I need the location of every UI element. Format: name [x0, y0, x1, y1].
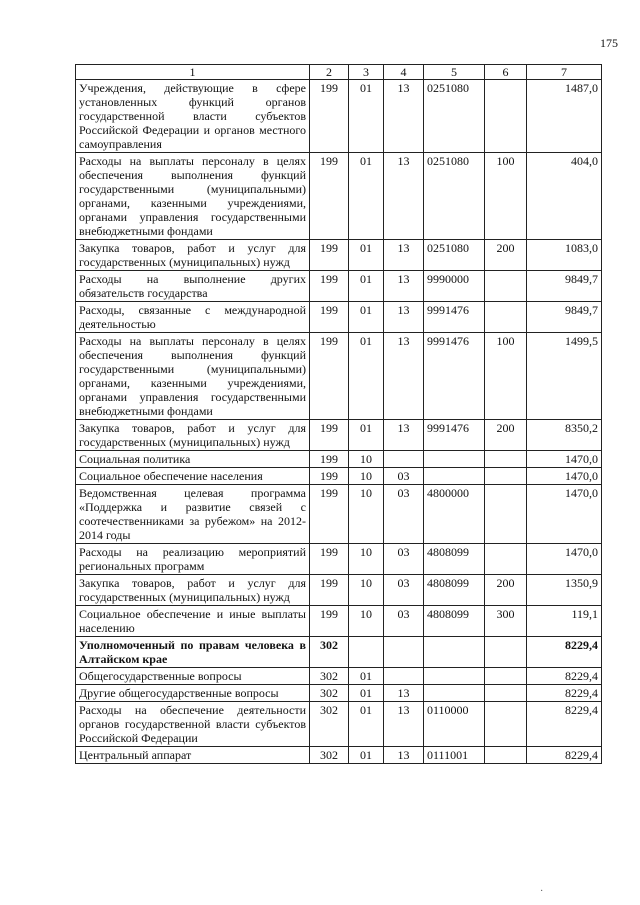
row-name-cell: Социальное обеспечение населения: [76, 468, 310, 485]
table-row: [76, 485, 602, 544]
row-name-cell: Учреждения, действующие в сфере установленных функций органов государственной власти субъектов Российской Федерации и органов местного самоуправления: [76, 80, 310, 153]
target-article-cell: 0251080: [424, 80, 485, 153]
page-number: 175: [600, 36, 618, 50]
section-code-cell: 01: [349, 333, 384, 420]
expense-type-cell: 200: [485, 575, 527, 606]
amount-cell: 9849,7: [527, 271, 602, 302]
section-code-cell: 10: [349, 451, 384, 468]
expense-type-cell: [485, 468, 527, 485]
expense-type-cell: [485, 544, 527, 575]
section-code-cell: 10: [349, 575, 384, 606]
table-row: [76, 333, 602, 420]
row-name-cell: Закупка товаров, работ и услуг для государственных (муниципальных) нужд: [76, 240, 310, 271]
subsection-code-cell: 13: [384, 420, 424, 451]
section-code-cell: 01: [349, 668, 384, 685]
column-number: 2: [310, 65, 349, 80]
ministry-code-cell: 302: [310, 702, 349, 747]
target-article-cell: 9991476: [424, 333, 485, 420]
section-code-cell: 01: [349, 747, 384, 764]
target-article-cell: 4808099: [424, 575, 485, 606]
amount-cell: 8350,2: [527, 420, 602, 451]
amount-cell: 1470,0: [527, 544, 602, 575]
table-row: [76, 153, 602, 240]
target-article-cell: [424, 685, 485, 702]
ministry-code-cell: 199: [310, 451, 349, 468]
ministry-code-cell: 199: [310, 240, 349, 271]
subsection-code-cell: 13: [384, 240, 424, 271]
section-code-cell: 01: [349, 420, 384, 451]
target-article-cell: 4800000: [424, 485, 485, 544]
amount-cell: 8229,4: [527, 747, 602, 764]
scan-mark: ·: [540, 886, 544, 897]
amount-cell: 1470,0: [527, 451, 602, 468]
table-row: [76, 80, 602, 153]
ministry-code-cell: 199: [310, 575, 349, 606]
amount-cell: 1470,0: [527, 485, 602, 544]
row-name-cell: Ведомственная целевая программа «Поддержка и развитие связей с соотечественниками за рубежом» на 2012-2014 годы: [76, 485, 310, 544]
column-number-row: [76, 65, 602, 80]
expense-type-cell: 100: [485, 333, 527, 420]
subsection-code-cell: 13: [384, 747, 424, 764]
amount-cell: 8229,4: [527, 702, 602, 747]
target-article-cell: 0110000: [424, 702, 485, 747]
table-row: [76, 702, 602, 747]
subsection-code-cell: 03: [384, 575, 424, 606]
row-name-cell: Общегосударственные вопросы: [76, 668, 310, 685]
expense-type-cell: [485, 685, 527, 702]
section-code-cell: 01: [349, 240, 384, 271]
amount-cell: 9849,7: [527, 302, 602, 333]
table-row: [76, 271, 602, 302]
row-name-cell: Закупка товаров, работ и услуг для государственных (муниципальных) нужд: [76, 575, 310, 606]
column-number: 4: [384, 65, 424, 80]
expense-type-cell: 100: [485, 153, 527, 240]
section-code-cell: 10: [349, 606, 384, 637]
expense-type-cell: [485, 637, 527, 668]
section-code-cell: 01: [349, 685, 384, 702]
section-code-cell: 10: [349, 468, 384, 485]
column-number: 1: [76, 65, 310, 80]
target-article-cell: 0111001: [424, 747, 485, 764]
amount-cell: 1350,9: [527, 575, 602, 606]
row-name-cell: Расходы на выплаты персоналу в целях обеспечения выполнения функций государственными (муниципальными) органами, казенными учреждениями, органами управления государственными внебюджетными фондами: [76, 153, 310, 240]
subsection-code-cell: [384, 668, 424, 685]
ministry-code-cell: 199: [310, 485, 349, 544]
expense-type-cell: 200: [485, 240, 527, 271]
target-article-cell: 0251080: [424, 240, 485, 271]
section-code-cell: [349, 637, 384, 668]
row-name-cell: Социальное обеспечение и иные выплаты населению: [76, 606, 310, 637]
table-row: [76, 685, 602, 702]
amount-cell: 119,1: [527, 606, 602, 637]
subsection-code-cell: 13: [384, 302, 424, 333]
budget-table: [75, 64, 602, 764]
subsection-code-cell: 13: [384, 685, 424, 702]
amount-cell: 1499,5: [527, 333, 602, 420]
amount-cell: 8229,4: [527, 668, 602, 685]
subsection-code-cell: 13: [384, 333, 424, 420]
subsection-code-cell: 03: [384, 468, 424, 485]
expense-type-cell: [485, 271, 527, 302]
table-row: [76, 575, 602, 606]
ministry-code-cell: 199: [310, 271, 349, 302]
expense-type-cell: 200: [485, 420, 527, 451]
subsection-code-cell: 13: [384, 153, 424, 240]
ministry-code-cell: 302: [310, 685, 349, 702]
expense-type-cell: [485, 485, 527, 544]
ministry-code-cell: 199: [310, 420, 349, 451]
section-code-cell: 10: [349, 544, 384, 575]
target-article-cell: [424, 637, 485, 668]
ministry-code-cell: 199: [310, 333, 349, 420]
table-row: [76, 420, 602, 451]
table-row: [76, 302, 602, 333]
subsection-code-cell: 13: [384, 80, 424, 153]
section-code-cell: 01: [349, 271, 384, 302]
ministry-code-cell: 199: [310, 544, 349, 575]
ministry-code-cell: 199: [310, 468, 349, 485]
section-code-cell: 01: [349, 702, 384, 747]
ministry-code-cell: 302: [310, 747, 349, 764]
row-name-cell: Расходы на обеспечение деятельности органов государственной власти субъектов Российской Федерации: [76, 702, 310, 747]
target-article-cell: [424, 468, 485, 485]
row-name-cell: Расходы на выполнение других обязательств государства: [76, 271, 310, 302]
subsection-code-cell: 03: [384, 485, 424, 544]
section-code-cell: 01: [349, 153, 384, 240]
row-name-cell: Расходы на выплаты персоналу в целях обеспечения выполнения функций государственными (муниципальными) органами, казенными учреждениями, органами управления государственными внебюджетными фондами: [76, 333, 310, 420]
table-row: [76, 668, 602, 685]
row-name-cell: Социальная политика: [76, 451, 310, 468]
ministry-code-cell: 199: [310, 80, 349, 153]
section-code-cell: 01: [349, 80, 384, 153]
subsection-code-cell: [384, 637, 424, 668]
target-article-cell: 0251080: [424, 153, 485, 240]
target-article-cell: 4808099: [424, 544, 485, 575]
table-row: [76, 468, 602, 485]
table-row: [76, 606, 602, 637]
table-row: [76, 240, 602, 271]
subsection-code-cell: 13: [384, 271, 424, 302]
expense-type-cell: [485, 451, 527, 468]
row-name-cell: Другие общегосударственные вопросы: [76, 685, 310, 702]
expense-type-cell: [485, 702, 527, 747]
subsection-code-cell: 03: [384, 606, 424, 637]
table-row: [76, 747, 602, 764]
section-code-cell: 01: [349, 302, 384, 333]
row-name-cell: Расходы на реализацию мероприятий региональных программ: [76, 544, 310, 575]
amount-cell: 8229,4: [527, 685, 602, 702]
amount-cell: 404,0: [527, 153, 602, 240]
table-row: [76, 637, 602, 668]
column-number: 6: [485, 65, 527, 80]
row-name-cell: Центральный аппарат: [76, 747, 310, 764]
column-number: 7: [527, 65, 602, 80]
expense-type-cell: [485, 668, 527, 685]
expense-type-cell: [485, 302, 527, 333]
subsection-code-cell: 13: [384, 702, 424, 747]
ministry-code-cell: 199: [310, 153, 349, 240]
target-article-cell: 9990000: [424, 271, 485, 302]
expense-type-cell: [485, 80, 527, 153]
ministry-code-cell: 302: [310, 668, 349, 685]
expense-type-cell: [485, 747, 527, 764]
amount-cell: 1083,0: [527, 240, 602, 271]
ministry-code-cell: 302: [310, 637, 349, 668]
ministry-code-cell: 199: [310, 606, 349, 637]
target-article-cell: 9991476: [424, 420, 485, 451]
row-name-cell: Расходы, связанные с международной деятельностью: [76, 302, 310, 333]
target-article-cell: 4808099: [424, 606, 485, 637]
table-row: [76, 451, 602, 468]
column-number: 5: [424, 65, 485, 80]
row-name-cell: Закупка товаров, работ и услуг для государственных (муниципальных) нужд: [76, 420, 310, 451]
expense-type-cell: 300: [485, 606, 527, 637]
table-row: [76, 544, 602, 575]
row-name-cell: Уполномоченный по правам человека в Алтайском крае: [76, 637, 310, 668]
ministry-code-cell: 199: [310, 302, 349, 333]
section-code-cell: 10: [349, 485, 384, 544]
amount-cell: 1470,0: [527, 468, 602, 485]
amount-cell: 1487,0: [527, 80, 602, 153]
amount-cell: 8229,4: [527, 637, 602, 668]
target-article-cell: [424, 451, 485, 468]
target-article-cell: 9991476: [424, 302, 485, 333]
target-article-cell: [424, 668, 485, 685]
subsection-code-cell: [384, 451, 424, 468]
table-body: [76, 65, 602, 764]
subsection-code-cell: 03: [384, 544, 424, 575]
column-number: 3: [349, 65, 384, 80]
